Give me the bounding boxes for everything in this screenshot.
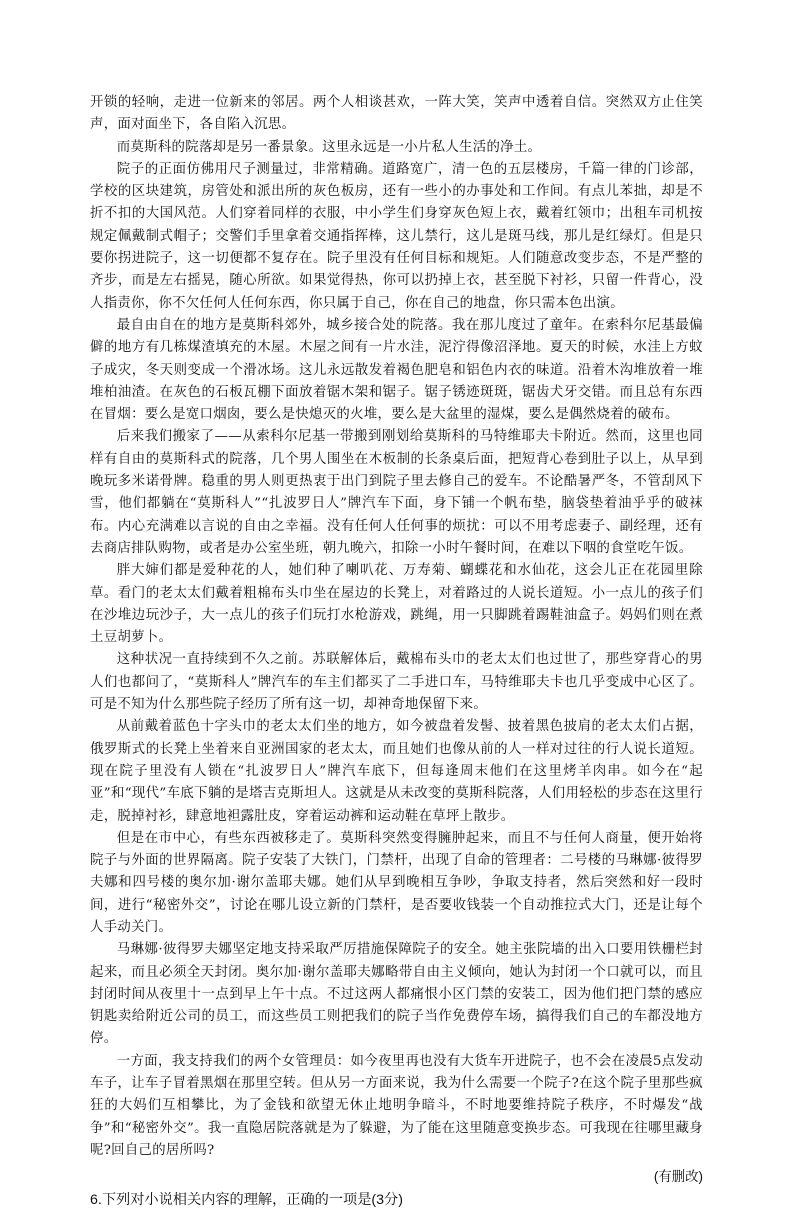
article-paragraph: 从前戴着蓝色十字头巾的老太太们坐的地方，如今被盘着发髻、披着黑色披肩的老太太们占据，俄罗斯式的长凳上坐着来自亚洲国家的老太太，而且她们也像从前的人一样对过往的行人说长道短。现在院子里没有人锁在“扎波罗日人”牌汽车底下，但每逢周末他们在这里烤羊肉串。如今在“起亚”和“现代”车底下躺的是塔吉克斯坦人。这就是从未改变的莫斯科院落，人们用轻松的步态在这里行走，脱掉衬衫，肆意地袒露肚皮，穿着运动裤和运动鞋在草坪上散步。 — [90, 719, 703, 824]
article-paragraph: 开锁的轻响，走进一位新来的邻居。两个人相谈甚欢，一阵大笑，笑声中透着自信。突然双方止住笑声，面对面坐下，各自陷入沉思。 — [90, 95, 703, 133]
article-paragraph: 马琳娜·彼得罗夫娜坚定地支持采取严厉措施保障院子的安全。她主张院墙的出入口要用铁栅栏封起来，而且必须全天封闭。奥尔加·谢尔盖耶夫娜略带自由主义倾向，她认为封闭一个口就可以，而且封闭时间从夜里十一点到早上午十点。不过这两人都痛恨小区门禁的安装工，因为他们把门禁的感应钥匙卖给附近公司的员工，而这些员工则把我们的院子当作免费停车场，搞得我们自己的车都没地方停。 — [90, 942, 703, 1047]
article-body — [90, 92, 703, 1162]
article-paragraph: 这种状况一直持续到不久之前。苏联解体后，戴棉布头巾的老太太们也过世了，那些穿背心的男人们也都问了，“莫斯科人”牌汽车的车主们都买了二手进口车，马特维耶夫卡也几乎变成中心区了。可是不知为什么那些院子经历了所有这一切，却神奇地保留下来。 — [90, 652, 703, 713]
article-paragraph: 但是在市中心，有些东西被移走了。莫斯科突然变得臃肿起来，而且不与任何人商量，便开始将院子与外面的世界隔离。院子安装了大铁门，门禁杆，出现了自命的管理者：二号楼的马琳娜·彼得罗夫娜和四号楼的奥尔加·谢尔盖耶夫娜。她们从早到晚相互争吵，争取支持者，然后突然和好一段时间，进行“秘密外交”，讨论在哪儿设立新的门禁杆，是否要收钱装一个自动推拉式大门，还是让每个人手动关门。 — [90, 830, 703, 935]
article-paragraph: 院子的正面仿佛用尺子测量过，非常精确。道路宽广，清一色的五层楼房，千篇一律的门诊部，学校的区块建筑，房管处和派出所的灰色板房，还有一些小的办事处和工作间。有点儿苯拙，却是不折不扣的大国风范。人们穿着同样的衣服，中小学生们身穿灰色短上衣，戴着红领巾；出租车司机按规定佩戴制式帽子；交警们手里拿着交通指挥棒，这儿禁行，这儿是斑马线，那儿是红绿灯。但是只要你拐进院子，这一切便都不复存在。院子里没有任何目标和规矩。人们随意改变步态，不是严整的齐步，而是左右摇晃，随心所欲。如果觉得热，你可以扔掉上衣，甚至脱下衬衫，只留一件背心，没人指责你，你不欠任何人任何东西，你只属于自己，你在自己的地盘，你只需本色出演。 — [90, 161, 703, 311]
article-paragraph: 而莫斯科的院落却是另一番景象。这里永远是一小片私人生活的净土。 — [116, 139, 542, 155]
article-paragraph: 胖大婶们都是爱种花的人，她们种了喇叭花、万寿菊、蝴蝶花和水仙花，这会儿正在花园里除草。看门的老太太们戴着粗棉布头巾坐在屋边的长凳上，对着路过的人说长道短。小一点儿的孩子们在沙堆边玩沙子，大一点儿的孩子们玩打水枪游戏，跳绳，用一只脚跳着踢鞋油盒子。妈妈们则在煮土豆胡萝卜。 — [90, 563, 703, 646]
article-paragraph: 一方面，我支持我们的两个女管理员：如今夜里再也没有大货车开进院子，也不会在凌晨5点发动车子，让车子冒着黑烟在那里空转。但从另一方面来说，我为什么需要一个院子?在这个院子里那些疯狂的大妈们互相攀比，为了金钱和欲望无休止地明争暗斗，不时地要维持院子秩序，不时爆发“战争”和“秘密外交”。我一直隐居院落就是为了躲避，为了能在这里随意变换步态。可我现在往哪里藏身呢?回自己的居所吗? — [90, 1053, 703, 1158]
question-stem: 6.下列对小说相关内容的理解，正确的一项是(3分) — [90, 1192, 403, 1209]
article-paragraph: 后来我们搬家了——从索科尔尼基一带搬到刚划给莫斯科的马特维耶夫卡附近。然而，这里也同样有自由的莫斯科式的院落，几个男人围坐在木板制的长条桌后面，把短背心卷到肚子以上，从早到晚玩多米诺骨牌。稳重的男人则更热衷于出门到院子里去修自己的爱车。不论酷暑严冬，不管刮风下雪，他们都躺在“莫斯科人”“扎波罗日人”牌汽车下面，身下铺一个帆布垫，脑袋垫着油乎乎的破袜布。内心充满难以言说的自由之幸福。没有任何人任何事的烦扰：可以不用考虑妻子、副经理，还有去商店排队购物，或者是办公室坐班，朝九晚六，扣除一小时午餐时间，在难以下咽的食堂吃午饭。 — [90, 429, 703, 556]
article-paragraph: 最自由自在的地方是莫斯科郊外，城乡接合处的院落。我在那儿度过了童年。在索科尔尼基最偏僻的地方有几栋煤渣填充的木屋。木屋之间有一片水洼，泥泞得像沼泽地。夏天的时候，水洼上方蚊子成灾，冬天则变成一个滑冰场。这儿永远散发着褐色肥皂和铝色内衣的味道。沿着木沟堆放着一堆堆柏油渣。在灰色的石板瓦棚下面放着锯木架和锯子。锯子锈迹斑斑，锯齿犬牙交错。而且总有东西在冒烟：要么是宽口烟囱，要么是快熄灭的火堆，要么是大盆里的湿煤，要么是偶然烧着的破布。 — [90, 317, 703, 423]
source-note: (有删改) — [653, 1169, 703, 1185]
